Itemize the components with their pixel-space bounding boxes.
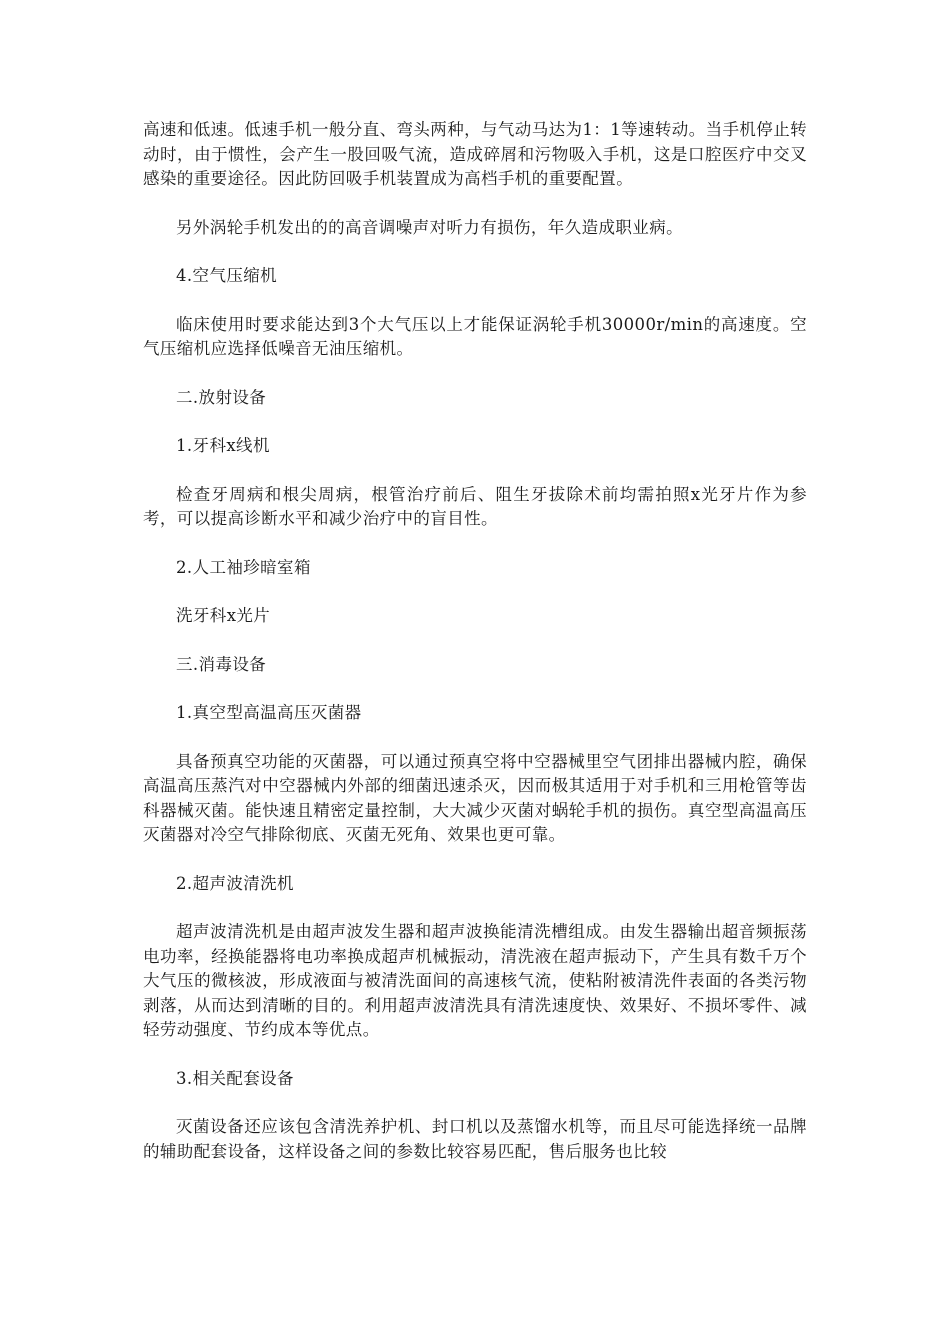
paragraph-ultrasonic-cleaner: 超声波清洗机是由超声波发生器和超声波换能清洗槽组成。由发生器输出超音频振荡电功率，经换能器将电功率换成超声机械振动，清洗液在超声振动下，产生具有数千万个大气压的微核波，形成液面与被清洗面间的高速核气流，使粘附被清洗件表面的各类污物剥落，从而达到清晰的目的。利用超声波清洗具有清洗速度快、效果好、不损坏零件、减轻劳动强度、节约成本等优点。 [143,922,807,1039]
heading-radiology-equipment: 二.放射设备 [176,387,267,407]
paragraph-turbine-noise: 另外涡轮手机发出的的高音调噪声对听力有损伤，年久造成职业病。 [176,217,683,237]
paragraph-handpiece-speeds: 高速和低速。低速手机一般分直、弯头两种，与气动马达为1：1等速转动。当手机停止转动时，由于惯性，会产生一股回吸气流，造成碎屑和污物吸入手机，这是口腔医疗中交叉感染的重要途径。因此防回吸手机装置成为高档手机的重要配置。 [143,120,807,188]
paragraph-air-compressor: 临床使用时要求能达到3个大气压以上才能保证涡轮手机30000r/min的高速度。空气压缩机应选择低噪音无油压缩机。 [143,314,807,358]
heading-ultrasonic-cleaner: 2.超声波清洗机 [176,873,294,893]
paragraph-vacuum-sterilizer: 具备预真空功能的灭菌器，可以通过预真空将中空器械里空气团排出器械内腔，确保高温高压蒸汽对中空器械内外部的细菌迅速杀灭，因而极其适用于对手机和三用枪管等齿科器械灭菌。能快速且精密定量控制，大大减少灭菌对蜗轮手机的损伤。真空型高温高压灭菌器对冷空气排除彻底、灭菌无死角、效果也更可靠。 [143,751,807,844]
heading-darkroom-box: 2.人工袖珍暗室箱 [176,557,311,577]
document-page [143,118,807,1188]
heading-dental-xray: 1.牙科x线机 [176,436,270,455]
line-develop-xray-film: 洗牙科x光片 [176,606,271,625]
paragraph-dental-xray: 检查牙周病和根尖周病，根管治疗前后、阻生牙拔除术前均需拍照x光牙片作为参考，可以提高诊断水平和减少治疗中的盲目性。 [143,484,807,528]
paragraph-supporting-equipment: 灭菌设备还应该包含清洗养护机、封口机以及蒸馏水机等，而且尽可能选择统一品牌的辅助配套设备，这样设备之间的参数比较容易匹配，售后服务也比较 [143,1117,807,1161]
heading-vacuum-sterilizer: 1.真空型高温高压灭菌器 [176,703,362,722]
heading-supporting-equipment: 3.相关配套设备 [176,1068,294,1088]
heading-disinfection-equipment: 三.消毒设备 [176,654,267,674]
heading-air-compressor: 4.空气压缩机 [176,266,278,285]
